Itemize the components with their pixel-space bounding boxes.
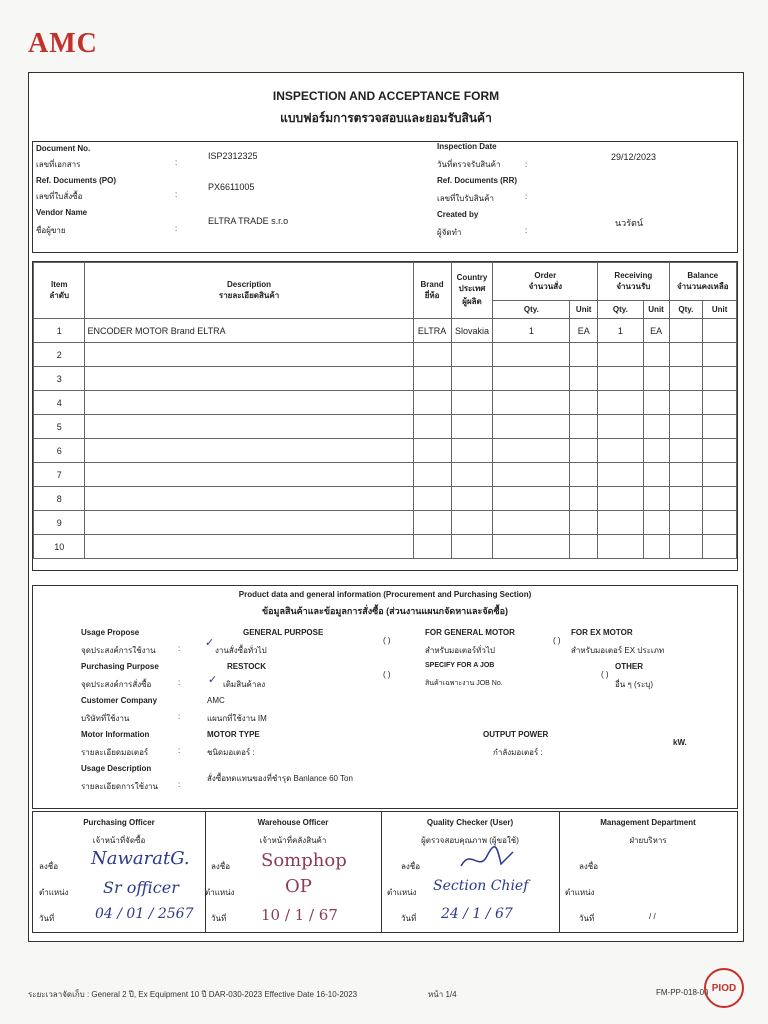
- purchasing-officer-date: 04 / 01 / 2567: [95, 906, 194, 922]
- purchasing-officer-position: Sr officer: [103, 878, 179, 897]
- item-number-cell: 2: [34, 343, 85, 367]
- order-qty-cell: [493, 415, 570, 439]
- order-unit-cell: EA: [570, 319, 598, 343]
- order-qty-cell: [493, 511, 570, 535]
- brand-cell: [413, 415, 451, 439]
- balance-label: Balance: [687, 270, 719, 280]
- col-item-header: [34, 263, 85, 319]
- country-cell: [451, 535, 493, 559]
- product-data-section: [32, 585, 738, 809]
- colon: :: [178, 746, 181, 755]
- item-number-cell: 1: [34, 319, 85, 343]
- for-ex-motor-option: FOR EX MOTOR: [571, 628, 633, 637]
- retention-note: ระยะเวลาจัดเก็บ : General 2 ปี, Ex Equipment 10 ปี DAR-030-2023 Effective Date 16-10-2023: [28, 990, 358, 999]
- specify-job-thai: สินค้าเฉพาะงาน JOB No.: [425, 680, 503, 687]
- colon: :: [525, 160, 528, 169]
- items-table: [33, 262, 737, 559]
- table-row: [34, 343, 737, 367]
- items-table-container: [32, 261, 738, 571]
- balance-unit-cell: [703, 343, 737, 367]
- form-title: INSPECTION AND ACCEPTANCE FORM: [272, 89, 500, 103]
- order-qty-cell: [493, 391, 570, 415]
- description-cell: [85, 463, 413, 487]
- for-general-motor-thai: สำหรับมอเตอร์ทั่วไป: [425, 646, 495, 655]
- order-unit-cell: [570, 463, 598, 487]
- general-purpose-checkmark: ✓: [205, 637, 215, 649]
- balance-unit-header: Unit: [703, 301, 737, 319]
- purchasing-officer-block: [33, 812, 206, 932]
- receiving-unit-cell: [643, 463, 669, 487]
- ref-po-value: PX6611005: [208, 182, 255, 192]
- item-label: Item: [50, 279, 68, 289]
- country-cell: [451, 391, 493, 415]
- specify-job-checkbox: ( ): [383, 670, 391, 679]
- customer-value: AMC: [207, 696, 225, 705]
- country-cell: [451, 463, 493, 487]
- brand-cell: [413, 535, 451, 559]
- purchasing-thai-label: จุดประสงค์การสั่งซื้อ: [81, 680, 152, 689]
- col-receiving-header: [598, 263, 669, 301]
- position-label: ตำแหน่ง: [565, 888, 595, 897]
- other-option: OTHER: [615, 662, 643, 671]
- form-code: FM-PP-018-00: [656, 988, 709, 997]
- receiving-unit-cell: [643, 511, 669, 535]
- balance-qty-cell: [669, 343, 703, 367]
- other-checkbox: ( ): [601, 670, 609, 679]
- balance-qty-cell: [669, 511, 703, 535]
- customer-dept-value: แผนกที่ใช้งาน IM: [207, 714, 267, 723]
- order-qty-cell: [493, 463, 570, 487]
- col-description-header: [85, 263, 413, 319]
- colon: :: [525, 226, 528, 235]
- receiving-qty-cell: [598, 391, 644, 415]
- order-unit-cell: [570, 367, 598, 391]
- name-label: ลงชื่อ: [579, 862, 599, 871]
- receiving-unit-cell: [643, 367, 669, 391]
- balance-qty-cell: [669, 415, 703, 439]
- colon: :: [178, 678, 181, 687]
- brand-cell: [413, 487, 451, 511]
- balance-unit-cell: [703, 415, 737, 439]
- specify-job-option: SPECIFY FOR A JOB: [425, 662, 495, 669]
- balance-unit-cell: [703, 439, 737, 463]
- receiving-unit-cell: [643, 487, 669, 511]
- country-thai-label-2: ผู้ผลิต: [462, 297, 482, 306]
- restock-option: RESTOCK: [227, 662, 266, 671]
- balance-qty-cell: [669, 463, 703, 487]
- description-cell: [85, 535, 413, 559]
- ref-po-thai-label: เลขที่ใบสั่งซื้อ: [36, 192, 83, 201]
- country-thai-label: ประเทศ: [458, 284, 486, 293]
- doc-no-value: ISP2312325: [208, 151, 258, 161]
- order-qty-cell: [493, 535, 570, 559]
- country-label: Country: [456, 273, 488, 282]
- general-purpose-thai: งานสั่งซื้อทั่วไป: [215, 646, 267, 655]
- table-row: [34, 511, 737, 535]
- inspection-date-thai-label: วันที่ตรวจรับสินค้า: [437, 160, 501, 169]
- receiving-unit-cell: [643, 415, 669, 439]
- date-label: วันที่: [211, 914, 227, 923]
- balance-unit-cell: [703, 319, 737, 343]
- motor-type-label: MOTOR TYPE: [207, 730, 260, 739]
- usage-thai-label: จุดประสงค์การใช้งาน: [81, 646, 156, 655]
- vendor-value: ELTRA TRADE s.r.o: [208, 216, 289, 226]
- balance-unit-cell: [703, 391, 737, 415]
- general-purpose-option: GENERAL PURPOSE: [243, 628, 324, 637]
- order-unit-header: Unit: [570, 301, 598, 319]
- country-cell: Slovakia: [451, 319, 493, 343]
- order-unit-cell: [570, 343, 598, 367]
- description-cell: [85, 439, 413, 463]
- position-label: ตำแหน่ง: [205, 888, 235, 897]
- quality-checker-title: Quality Checker (User): [426, 818, 514, 827]
- col-balance-header: [669, 263, 736, 301]
- order-unit-cell: [570, 535, 598, 559]
- colon: :: [178, 644, 181, 653]
- receiving-qty-header: Qty.: [598, 301, 644, 319]
- country-cell: [451, 487, 493, 511]
- brand-cell: ELTRA: [413, 319, 451, 343]
- brand-thai-label: ยี่ห้อ: [424, 290, 440, 300]
- management-block: [559, 812, 737, 932]
- usage-description-value: สั่งซื้อทดแทนของที่ชำรุด Banlance 60 Ton: [207, 774, 353, 783]
- receiving-qty-cell: [598, 535, 644, 559]
- warehouse-officer-thai-title: เจ้าหน้าที่คลังสินค้า: [259, 836, 327, 845]
- table-row: [34, 487, 737, 511]
- receiving-unit-cell: [643, 343, 669, 367]
- quality-checker-position: Section Chief: [433, 878, 529, 894]
- brand-label: Brand: [420, 279, 444, 289]
- country-cell: [451, 511, 493, 535]
- colon: :: [175, 158, 178, 167]
- doc-no-thai-label: เลขที่เอกสาร: [36, 160, 81, 169]
- item-number-cell: 8: [34, 487, 85, 511]
- order-qty-cell: 1: [493, 319, 570, 343]
- description-cell: [85, 511, 413, 535]
- order-unit-cell: [570, 439, 598, 463]
- ref-po-label: Ref. Documents (PO): [36, 176, 117, 185]
- country-cell: [451, 367, 493, 391]
- receiving-qty-cell: [598, 415, 644, 439]
- date-label: วันที่: [39, 914, 55, 923]
- purchasing-officer-signature: NawaratG.: [91, 848, 190, 869]
- output-power-label: OUTPUT POWER: [483, 730, 549, 739]
- item-number-cell: 10: [34, 535, 85, 559]
- ref-rr-label: Ref. Documents (RR): [437, 176, 518, 185]
- colon: :: [175, 190, 178, 199]
- table-row: [34, 391, 737, 415]
- order-qty-header: Qty.: [493, 301, 570, 319]
- customer-thai-label: บริษัทที่ใช้งาน: [81, 714, 130, 723]
- brand-cell: [413, 367, 451, 391]
- order-qty-cell: [493, 367, 570, 391]
- quality-checker-block: [381, 812, 560, 932]
- order-qty-cell: [493, 439, 570, 463]
- col-brand-header: [413, 263, 451, 319]
- balance-qty-cell: [669, 439, 703, 463]
- table-row: [34, 535, 737, 559]
- item-number-cell: 9: [34, 511, 85, 535]
- col-order-header: [493, 263, 598, 301]
- country-cell: [451, 415, 493, 439]
- purchasing-label: Purchasing Purpose: [81, 662, 159, 671]
- description-cell: [85, 343, 413, 367]
- ref-rr-thai-label: เลขที่ใบรับสินค้า: [437, 194, 494, 203]
- col-country-header: [451, 263, 493, 319]
- amc-logo: AMC: [28, 28, 98, 59]
- balance-unit-cell: [703, 463, 737, 487]
- name-label: ลงชื่อ: [39, 862, 59, 871]
- motor-info-label: Motor Information: [81, 730, 150, 739]
- usage-description-label: Usage Description: [81, 764, 152, 773]
- order-unit-cell: [570, 487, 598, 511]
- balance-unit-cell: [703, 367, 737, 391]
- usage-description-thai-label: รายละเอียดการใช้งาน: [81, 782, 158, 791]
- form-frame: [28, 72, 744, 942]
- balance-qty-header: Qty.: [669, 301, 703, 319]
- ex-motor-checkbox: ( ): [553, 636, 561, 645]
- order-unit-cell: [570, 391, 598, 415]
- inspection-date-label: Inspection Date: [437, 142, 497, 151]
- description-cell: [85, 415, 413, 439]
- warehouse-officer-position: OP: [285, 876, 312, 897]
- receiving-unit-cell: [643, 535, 669, 559]
- signature-section: [32, 811, 738, 933]
- created-by-thai-label: ผู้จัดทำ: [437, 228, 462, 237]
- piod-stamp: PIOD: [704, 968, 744, 1008]
- position-label: ตำแหน่ง: [39, 888, 69, 897]
- form-title-thai: แบบฟอร์มการตรวจสอบและยอมรับสินค้า: [280, 111, 492, 125]
- description-cell: [85, 487, 413, 511]
- date-label: วันที่: [579, 914, 595, 923]
- item-thai-label: ลำดับ: [49, 290, 70, 300]
- warehouse-officer-title: Warehouse Officer: [257, 818, 329, 827]
- description-cell: [85, 391, 413, 415]
- colon: :: [525, 192, 528, 201]
- management-date: / /: [649, 912, 656, 921]
- description-thai-label: รายละเอียดสินค้า: [218, 290, 280, 300]
- document-header: [32, 141, 738, 253]
- item-number-cell: 4: [34, 391, 85, 415]
- motor-type-thai-label: ชนิดมอเตอร์ :: [207, 748, 255, 757]
- table-row: [34, 415, 737, 439]
- table-row: [34, 463, 737, 487]
- brand-cell: [413, 511, 451, 535]
- created-by-label: Created by: [437, 210, 479, 219]
- country-cell: [451, 343, 493, 367]
- vendor-thai-label: ชื่อผู้ขาย: [36, 226, 66, 235]
- brand-cell: [413, 463, 451, 487]
- receiving-unit-cell: EA: [643, 319, 669, 343]
- country-cell: [451, 439, 493, 463]
- balance-qty-cell: [669, 487, 703, 511]
- general-motor-checkbox: ( ): [383, 636, 391, 645]
- item-number-cell: 7: [34, 463, 85, 487]
- warehouse-officer-date: 10 / 1 / 67: [261, 906, 338, 924]
- order-qty-cell: [493, 343, 570, 367]
- quality-checker-date: 24 / 1 / 67: [441, 906, 513, 922]
- inspection-date-value: 29/12/2023: [611, 152, 657, 162]
- other-thai: อื่น ๆ (ระบุ): [615, 680, 654, 689]
- table-row: [34, 439, 737, 463]
- description-cell: ENCODER MOTOR Brand ELTRA: [85, 319, 413, 343]
- position-label: ตำแหน่ง: [387, 888, 417, 897]
- name-label: ลงชื่อ: [211, 862, 231, 871]
- receiving-qty-cell: [598, 343, 644, 367]
- receiving-qty-cell: [598, 367, 644, 391]
- product-section-title-thai: ข้อมูลสินค้าและข้อมูลการสั่งซื้อ (ส่วนงานแผนกจัดหาและจัดซื้อ): [262, 606, 508, 616]
- receiving-label: Receiving: [614, 270, 653, 280]
- output-power-thai-label: กำลังมอเตอร์ :: [493, 748, 543, 757]
- table-row: [34, 319, 737, 343]
- restock-checkmark: ✓: [208, 674, 218, 686]
- receiving-qty-cell: 1: [598, 319, 644, 343]
- balance-qty-cell: [669, 535, 703, 559]
- created-by-value: นวรัตน์: [615, 218, 644, 228]
- receiving-unit-header: Unit: [643, 301, 669, 319]
- page-number: หน้า 1/4: [428, 990, 457, 999]
- brand-cell: [413, 391, 451, 415]
- receiving-thai-label: จำนวนรับ: [616, 281, 651, 291]
- colon: :: [178, 780, 181, 789]
- for-general-motor-option: FOR GENERAL MOTOR: [425, 628, 515, 637]
- balance-thai-label: จำนวนคงเหลือ: [676, 281, 729, 291]
- usage-label: Usage Propose: [81, 628, 140, 637]
- vendor-label: Vendor Name: [36, 208, 88, 217]
- date-label: วันที่: [401, 914, 417, 923]
- receiving-unit-cell: [643, 391, 669, 415]
- item-number-cell: 6: [34, 439, 85, 463]
- restock-thai: เติมสินค้าลง: [223, 680, 266, 689]
- kw-unit: kW.: [673, 738, 687, 747]
- description-cell: [85, 367, 413, 391]
- balance-unit-cell: [703, 487, 737, 511]
- warehouse-officer-block: [205, 812, 382, 932]
- doc-no-label: Document No.: [36, 144, 91, 153]
- table-row: [34, 367, 737, 391]
- management-title: Management Department: [600, 818, 696, 827]
- balance-unit-cell: [703, 511, 737, 535]
- item-number-cell: 3: [34, 367, 85, 391]
- item-number-cell: 5: [34, 415, 85, 439]
- receiving-qty-cell: [598, 487, 644, 511]
- order-unit-cell: [570, 415, 598, 439]
- balance-qty-cell: [669, 319, 703, 343]
- order-thai-label: จำนวนสั่ง: [528, 281, 562, 291]
- quality-checker-thai-title: ผู้ตรวจสอบคุณภาพ (ผู้ขอใช้): [421, 836, 519, 845]
- name-label: ลงชื่อ: [401, 862, 421, 871]
- quality-checker-signature: [457, 842, 517, 874]
- balance-qty-cell: [669, 391, 703, 415]
- customer-label: Customer Company: [81, 696, 158, 705]
- description-label: Description: [227, 279, 272, 289]
- brand-cell: [413, 439, 451, 463]
- receiving-qty-cell: [598, 511, 644, 535]
- brand-cell: [413, 343, 451, 367]
- balance-qty-cell: [669, 367, 703, 391]
- purchasing-officer-thai-title: เจ้าหน้าที่จัดซื้อ: [92, 836, 146, 845]
- order-label: Order: [534, 270, 557, 280]
- balance-unit-cell: [703, 535, 737, 559]
- colon: :: [175, 224, 178, 233]
- warehouse-officer-signature: Somphop: [261, 850, 347, 871]
- management-thai-title: ฝ่ายบริหาร: [629, 836, 667, 845]
- purchasing-officer-title: Purchasing Officer: [83, 818, 155, 827]
- order-unit-cell: [570, 511, 598, 535]
- receiving-qty-cell: [598, 439, 644, 463]
- motor-info-thai-label: รายละเอียดมอเตอร์: [81, 748, 149, 757]
- receiving-unit-cell: [643, 439, 669, 463]
- receiving-qty-cell: [598, 463, 644, 487]
- for-ex-motor-thai: สำหรับมอเตอร์ EX ประเภท: [571, 646, 665, 655]
- product-section-title: Product data and general information (Procurement and Purchasing Section): [238, 590, 532, 599]
- colon: :: [178, 712, 181, 721]
- order-qty-cell: [493, 487, 570, 511]
